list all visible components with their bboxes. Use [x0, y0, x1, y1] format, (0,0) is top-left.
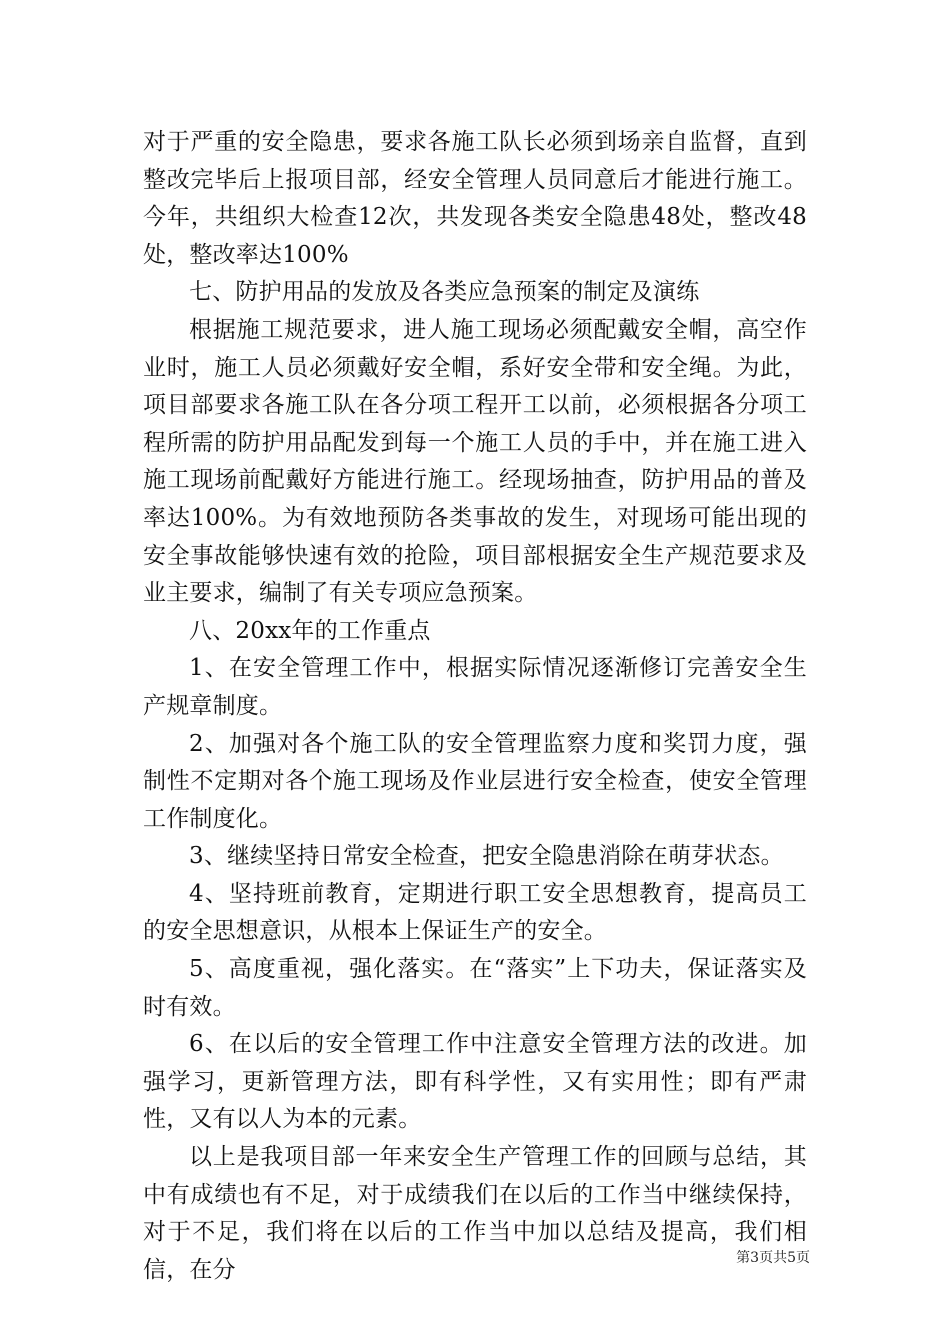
page-number-footer: 第3页共5页 [736, 1250, 810, 1266]
list-item-priority-4: 4、坚持班前教育，定期进行职工安全思想教育，提高员工的安全思想意识，从根本上保证生产的安全。 [143, 880, 807, 945]
heading-protective-equipment: 七、防护用品的发放及各类应急预案的制定及演练 [189, 279, 700, 306]
list-item-priority-2: 2、加强对各个施工队的安全管理监察力度和奖罚力度，强制性不定期对各个施工现场及作业层进行安全检查，使安全管理工作制度化。 [143, 730, 807, 832]
heading-work-priorities: 八、20xx年的工作重点 [189, 617, 431, 644]
document-body [143, 124, 807, 1289]
paragraph-protective-equipment: 根据施工规范要求，进人施工现场必须配戴安全帽，高空作业时，施工人员必须戴好安全帽，系好安全带和安全绳。为此，项目部要求各施工队在各分项工程开工以前，必须根据各分项工程所需的防护用品配发到每一个施工人员的手中，并在施工进入施工现场前配戴好方能进行施工。经现场抽查，防护用品的普及率达100%。为有效地预防各类事故的发生，对现场可能出现的安全事故能够快速有效的抢险，项目部根据安全生产规范要求及业主要求，编制了有关专项应急预案。 [143, 316, 807, 607]
paragraph-hazard-rectification: 对于严重的安全隐患，要求各施工队长必须到场亲自监督，直到整改完毕后上报项目部，经安全管理人员同意后才能进行施工。今年，共组织大检查12次，共发现各类安全隐患48处，整改48处，整改率达100% [143, 129, 807, 268]
paragraph-summary: 以上是我项目部一年来安全生产管理工作的回顾与总结，其中有成绩也有不足，对于成绩我们在以后的工作当中继续保持，对于不足，我们将在以后的工作当中加以总结及提高，我们相信，在分 [143, 1144, 807, 1283]
list-item-priority-6: 6、在以后的安全管理工作中注意安全管理方法的改进。加强学习，更新管理方法，即有科学性，又有实用性；即有严肃性，又有以人为本的元素。 [143, 1031, 807, 1133]
list-item-priority-5: 5、高度重视，强化落实。在“落实”上下功夫，保证落实及时有效。 [143, 956, 807, 1020]
list-item-priority-3: 3、继续坚持日常安全检查，把安全隐患消除在萌芽状态。 [189, 843, 784, 870]
list-item-priority-1: 1、在安全管理工作中，根据实际情况逐渐修订完善安全生产规章制度。 [143, 655, 807, 719]
